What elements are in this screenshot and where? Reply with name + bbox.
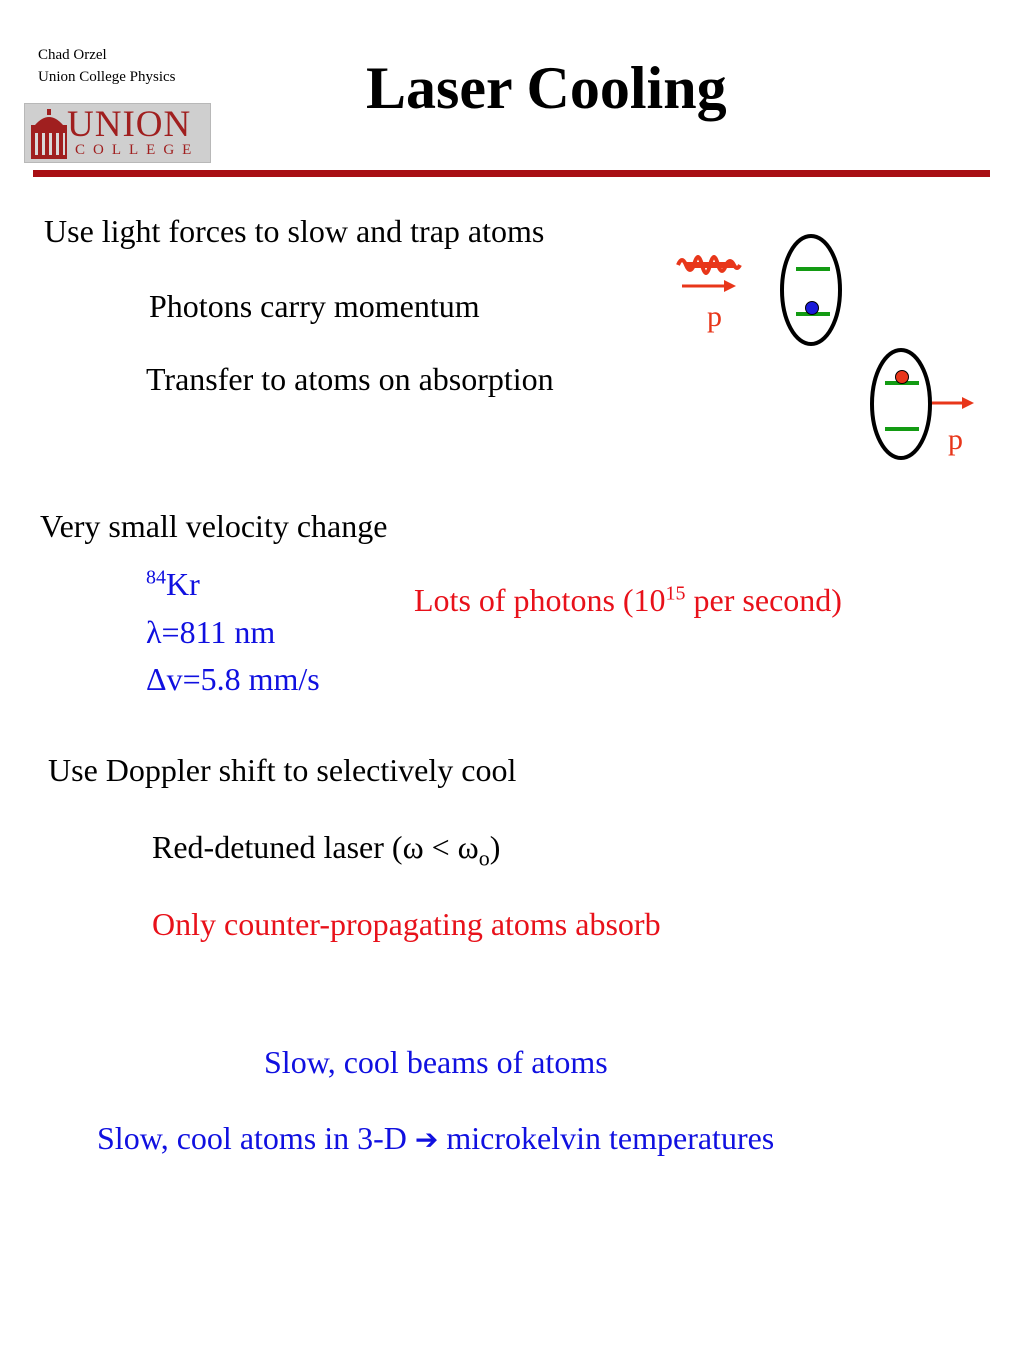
photon-rate-exponent: 15 (665, 582, 686, 605)
cool-atoms-3d-result (97, 1119, 774, 1159)
light-forces-heading: Use light forces to slow and trap atoms (44, 213, 545, 249)
photon-absorption-diagram (660, 225, 990, 470)
laser-condition-prefix: Red-detuned laser (ω < ω (152, 829, 479, 865)
photon-wave-icon (678, 257, 740, 273)
photon-rate-suffix: per second) (685, 582, 842, 618)
logo-union-text: UNION (67, 104, 192, 145)
slide-title: Laser Cooling (366, 55, 727, 121)
ground-state-atom (782, 236, 840, 344)
cool-beams-result: Slow, cool beams of atoms (264, 1044, 608, 1080)
cool-atoms-3d-text: Slow, cool atoms in 3-D (97, 1120, 407, 1156)
photons-momentum-point: Photons carry momentum (149, 288, 480, 324)
omega-subscript: o (478, 845, 490, 871)
wavelength-value: λ=811 nm (146, 614, 276, 650)
author-block (38, 44, 176, 88)
excited-state-atom (872, 350, 930, 458)
counter-propagating-point: Only counter-propagating atoms absorb (152, 906, 661, 942)
atom-momentum-label: p (948, 423, 963, 456)
isotope-symbol: Kr (166, 566, 200, 602)
doppler-heading: Use Doppler shift to selectively cool (48, 752, 517, 788)
red-detuned-laser-point (152, 828, 501, 871)
photon-rate-text (414, 581, 842, 619)
photon-momentum-arrow (682, 280, 736, 292)
header-divider (33, 170, 990, 177)
isotope-mass-number: 84 (146, 566, 166, 589)
right-arrow-icon: ➔ (414, 1123, 439, 1156)
krypton-isotope (146, 565, 200, 603)
photon-rate-prefix: Lots of photons (10 (414, 582, 666, 618)
logo-college-text: COLLEGE (75, 142, 200, 158)
author-name: Chad Orzel (38, 47, 107, 63)
velocity-change-value: Δv=5.8 mm/s (146, 661, 320, 697)
author-affiliation: Union College Physics (38, 69, 176, 85)
union-college-logo (24, 103, 211, 163)
college-building-icon (29, 105, 69, 161)
velocity-change-heading: Very small velocity change (40, 508, 388, 544)
transfer-absorption-point: Transfer to atoms on absorption (146, 361, 554, 397)
microkelvin-text: microkelvin temperatures (446, 1120, 775, 1156)
laser-condition-suffix: ) (489, 829, 501, 865)
atom-momentum-arrow (932, 397, 974, 409)
photon-momentum-label: p (707, 300, 722, 333)
